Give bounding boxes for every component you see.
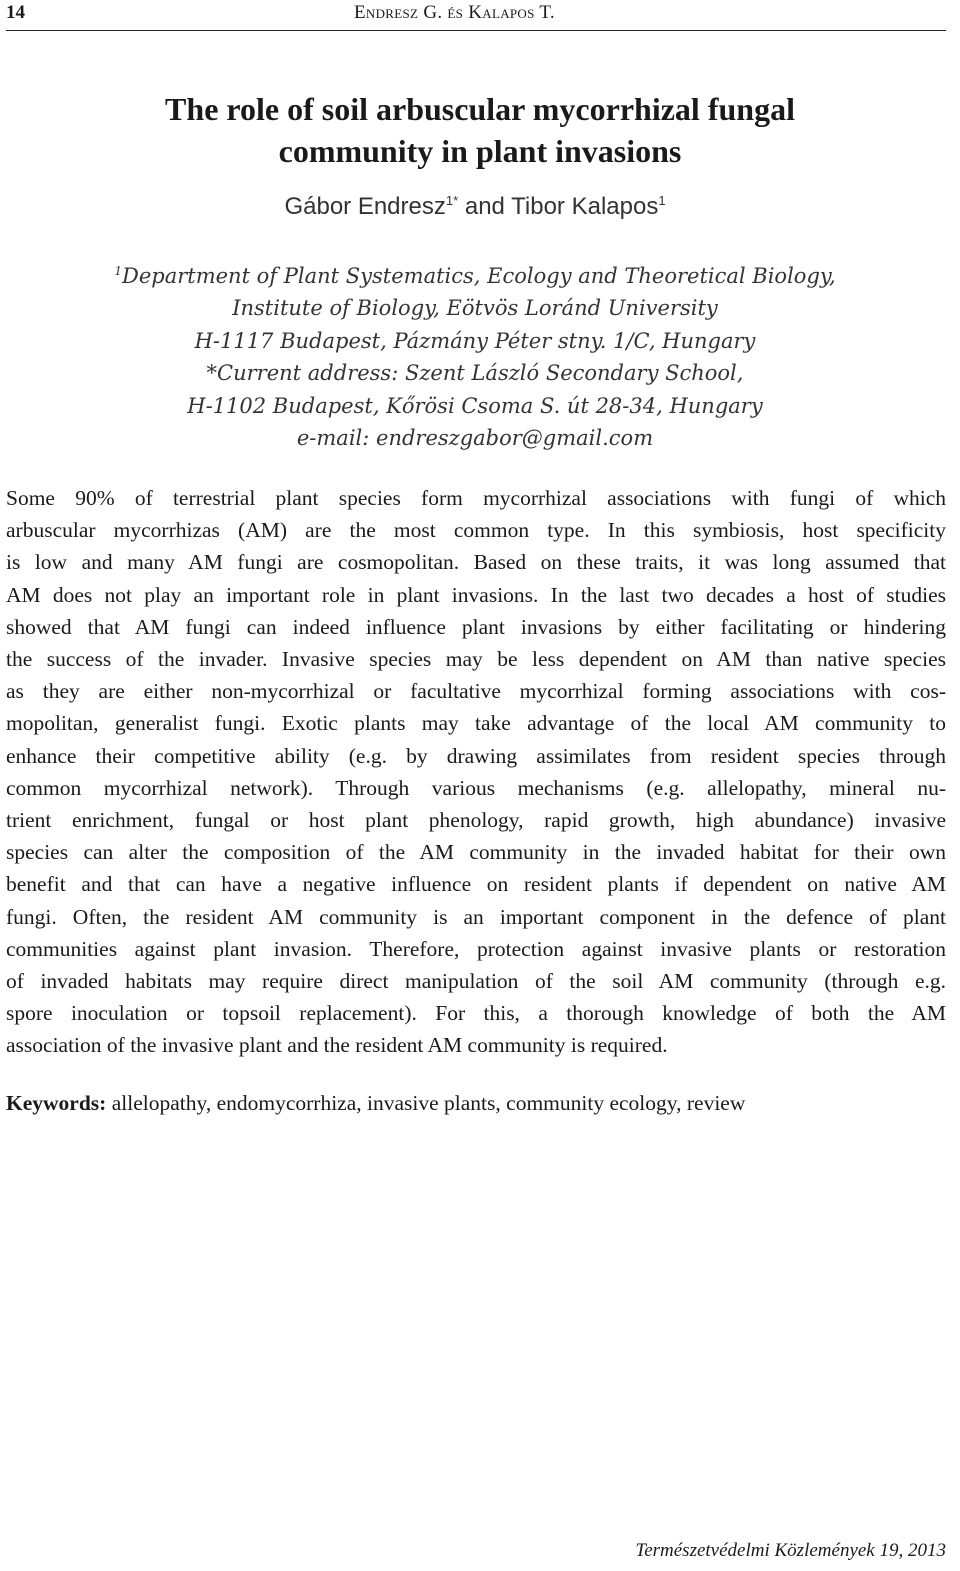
affiliation-line: H-1117 Budapest, Pázmány Péter stny. 1/C, Hungary xyxy=(194,328,756,353)
article-title xyxy=(0,88,960,172)
author-connector: and xyxy=(458,193,512,220)
abstract-line: communities against plant invasion. Therefore, protection against invasive plants or restoration xyxy=(6,936,946,961)
affiliation-mark: 1 xyxy=(114,264,122,278)
author-list xyxy=(0,193,950,221)
keywords xyxy=(6,1091,745,1116)
title-line-1: The role of soil arbuscular mycorrhizal fungal xyxy=(165,91,795,127)
abstract-line: is low and many AM fungi are cosmopolitan. Based on these traits, it was long assumed that xyxy=(6,550,946,575)
running-authors: Endresz G. és Kalapos T. xyxy=(354,2,555,23)
abstract-line: AM does not play an important role in plant invasions. In the last two decades a host of studies xyxy=(6,582,946,607)
affiliation-block xyxy=(0,255,950,454)
abstract-line: species can alter the composition of the AM community in the invaded habitat for their own xyxy=(6,840,946,865)
abstract-line: the success of the invader. Invasive species may be less dependent on AM than native species xyxy=(6,647,946,672)
email-line: e-mail: endreszgabor@gmail.com xyxy=(296,426,654,451)
affiliation-line: Institute of Biology, Eötvös Loránd University xyxy=(232,296,718,321)
title-line-2: community in plant invasions xyxy=(278,133,682,169)
abstract-line: arbuscular mycorrhizas (AM) are the most common type. In this symbiosis, host specificity xyxy=(6,518,946,543)
author-footnote-mark: 1 xyxy=(658,193,666,208)
author-name: Tibor Kalapos xyxy=(511,193,659,220)
abstract-line: showed that AM fungi can indeed influence plant invasions by either facilitating or hindering xyxy=(6,614,946,639)
abstract-line: of invaded habitats may require direct manipulation of the soil AM community (through e.g. xyxy=(6,969,946,994)
running-header xyxy=(6,0,946,31)
page-number: 14 xyxy=(6,2,25,23)
affiliation-line: $^1$Department of Plant Systematics, Ecology and Theoretical Biology, xyxy=(114,264,836,288)
abstract-line: enhance their competitive ability (e.g. by drawing assimilates from resident species through xyxy=(6,743,946,768)
journal-footer: Természetvédelmi Közlemények 19, 2013 xyxy=(635,1540,946,1561)
abstract-line: spore inoculation or topsoil replacement). For this, a thorough knowledge of both the AM xyxy=(6,1001,946,1026)
affiliation-line: H-1102 Budapest, Kőrösi Csoma S. út 28-34, Hungary xyxy=(187,393,763,418)
affiliation-line: *Current address: Szent László Secondary School, xyxy=(206,361,744,386)
keywords-text: allelopathy, endomycorrhiza, invasive plants, community ecology, review xyxy=(106,1091,746,1115)
author-footnote-mark: 1* xyxy=(445,193,459,208)
abstract-line: mopolitan, generalist fungi. Exotic plants may take advantage of the local AM community to xyxy=(6,711,946,736)
abstract xyxy=(6,482,946,1062)
abstract-line: fungi. Often, the resident AM community is an important component in the defence of plant xyxy=(6,904,946,929)
abstract-line: Some 90% of terrestrial plant species form mycorrhizal associations with fungi of which xyxy=(6,486,946,510)
abstract-line: common mycorrhizal network). Through various mechanisms (e.g. allelopathy, mineral nu- xyxy=(6,775,946,800)
abstract-line: association of the invasive plant and the resident AM community is required. xyxy=(6,1033,668,1058)
abstract-line: benefit and that can have a negative influence on resident plants if dependent on native AM xyxy=(6,872,946,897)
abstract-line: as they are either non-mycorrhizal or facultative mycorrhizal forming associations with cos- xyxy=(6,679,946,704)
keywords-label: Keywords: xyxy=(6,1091,107,1115)
abstract-line: trient enrichment, fungal or host plant phenology, rapid growth, high abundance) invasive xyxy=(6,808,946,833)
author-name: Gábor Endresz xyxy=(284,193,446,220)
